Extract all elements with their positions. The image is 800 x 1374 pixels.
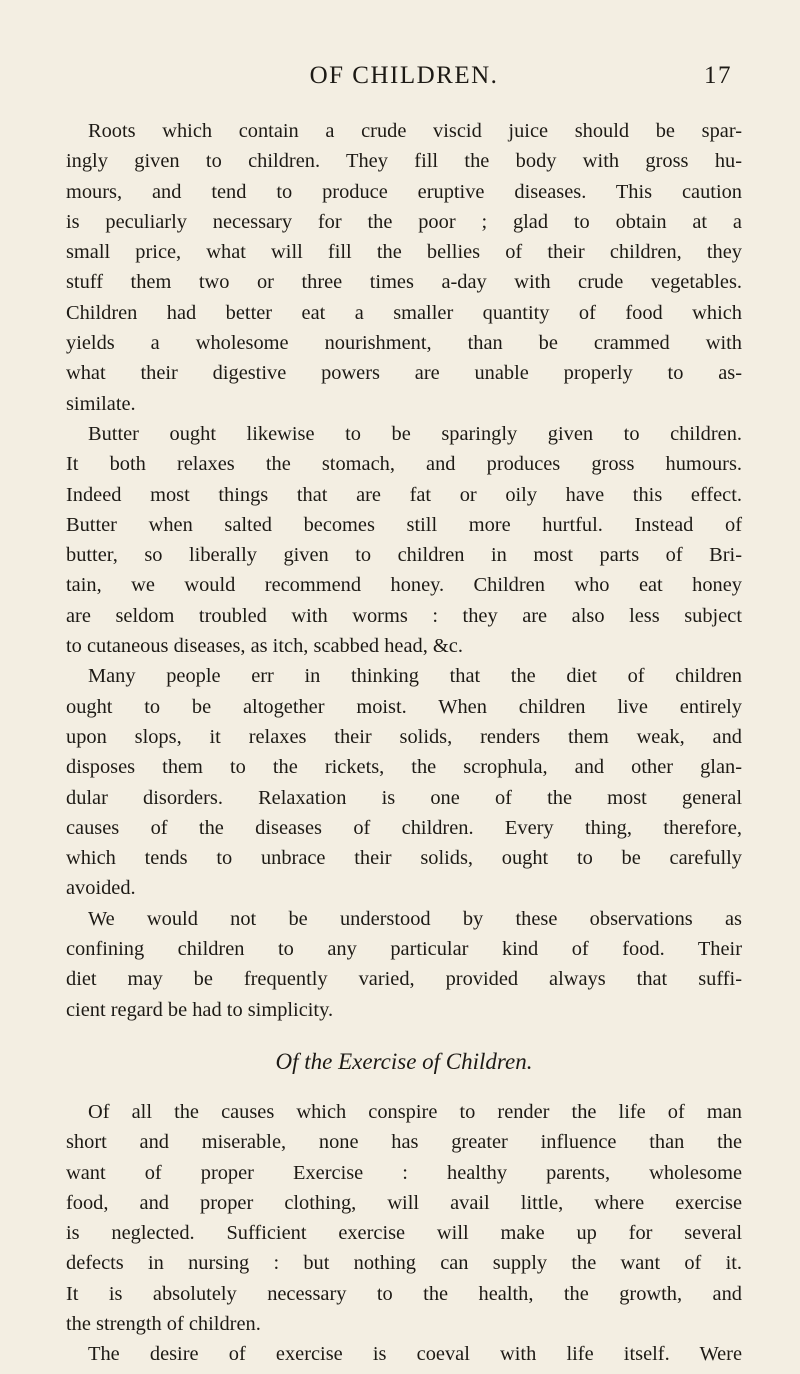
text-line: ingly given to children. They fill the body with gross hu-	[66, 150, 742, 173]
section-heading: Of the Exercise of Children.	[275, 1048, 533, 1074]
text-line: Roots which contain a crude viscid juice should be spar-	[88, 120, 742, 142]
text-line: causes of the diseases of children. Every thing, therefore,	[66, 816, 742, 839]
text-line: yields a wholesome nourishment, than be crammed with	[66, 332, 742, 355]
text-line: to cutaneous diseases, as itch, scabbed head, &c.	[66, 635, 463, 658]
text-line: food, and proper clothing, will avail little, where exercise	[66, 1191, 742, 1214]
text-line: is peculiarly necessary for the poor ; glad to obtain at a	[66, 210, 742, 233]
paragraph	[66, 116, 742, 419]
running-head	[66, 62, 742, 102]
text-line: Butter ought likewise to be sparingly given to children.	[88, 422, 742, 445]
text-line: It both relaxes the stomach, and produces gross humours.	[66, 453, 742, 476]
text-line: upon slops, it relaxes their solids, renders them weak, and	[66, 725, 742, 748]
text-line: similate.	[66, 392, 136, 415]
paragraph	[66, 1097, 742, 1339]
text-line: are seldom troubled with worms : they are also less subject	[66, 604, 742, 627]
text-line: ought to be altogether moist. When children live entirely	[66, 695, 742, 718]
text-line: stuff them two or three times a-day with crude vegetables.	[66, 271, 742, 294]
text-line: small price, what will fill the bellies of their children, they	[66, 241, 742, 264]
text-line: Butter when salted becomes still more hurtful. Instead of	[66, 513, 742, 536]
text-line: avoided.	[66, 877, 136, 900]
page-number: 17	[704, 62, 732, 89]
text-line: Indeed most things that are fat or oily have this effect.	[66, 483, 742, 506]
text-line: defects in nursing : but nothing can supply the want of it.	[66, 1252, 742, 1275]
text-line: It is absolutely necessary to the health, the growth, and	[66, 1282, 742, 1305]
text-line: confining children to any particular kind of food. Their	[66, 938, 742, 961]
text-line: disposes them to the rickets, the scrophula, and other glan-	[66, 756, 742, 779]
text-line: which tends to unbrace their solids, ought to be carefully	[66, 847, 742, 870]
text-line: want of proper Exercise : healthy parents, wholesome	[66, 1161, 742, 1184]
text-line: We would not be understood by these observations as	[88, 907, 742, 930]
paragraph	[66, 419, 742, 661]
paragraph	[66, 661, 742, 903]
text-line: cient regard be had to simplicity.	[66, 998, 334, 1021]
text-line: dular disorders. Relaxation is one of the most general	[66, 786, 742, 809]
text-line: Of all the causes which conspire to render the life of man	[88, 1100, 742, 1123]
text-line: Many people err in thinking that the diet of children	[88, 665, 742, 688]
text-line: short and miserable, none has greater influence than the	[66, 1131, 742, 1154]
body-text	[66, 116, 742, 1370]
text-line: diet may be frequently varied, provided always that suffi-	[66, 968, 742, 991]
text-line: what their digestive powers are unable properly to as-	[66, 362, 742, 385]
paragraph	[66, 1339, 742, 1369]
running-head-title: OF CHILDREN.	[309, 62, 499, 89]
text-line: the strength of children.	[66, 1312, 261, 1335]
text-line: is neglected. Sufficient exercise will make up for several	[66, 1222, 742, 1245]
text-line: butter, so liberally given to children in most parts of Bri-	[66, 544, 742, 567]
text-line: The desire of exercise is coeval with life itself. Were	[88, 1343, 742, 1366]
paragraph	[66, 904, 742, 1025]
text-line: mours, and tend to produce eruptive diseases. This caution	[66, 180, 742, 203]
text-line: tain, we would recommend honey. Children who eat honey	[66, 574, 742, 597]
text-line: Children had better eat a smaller quantity of food which	[66, 301, 742, 324]
